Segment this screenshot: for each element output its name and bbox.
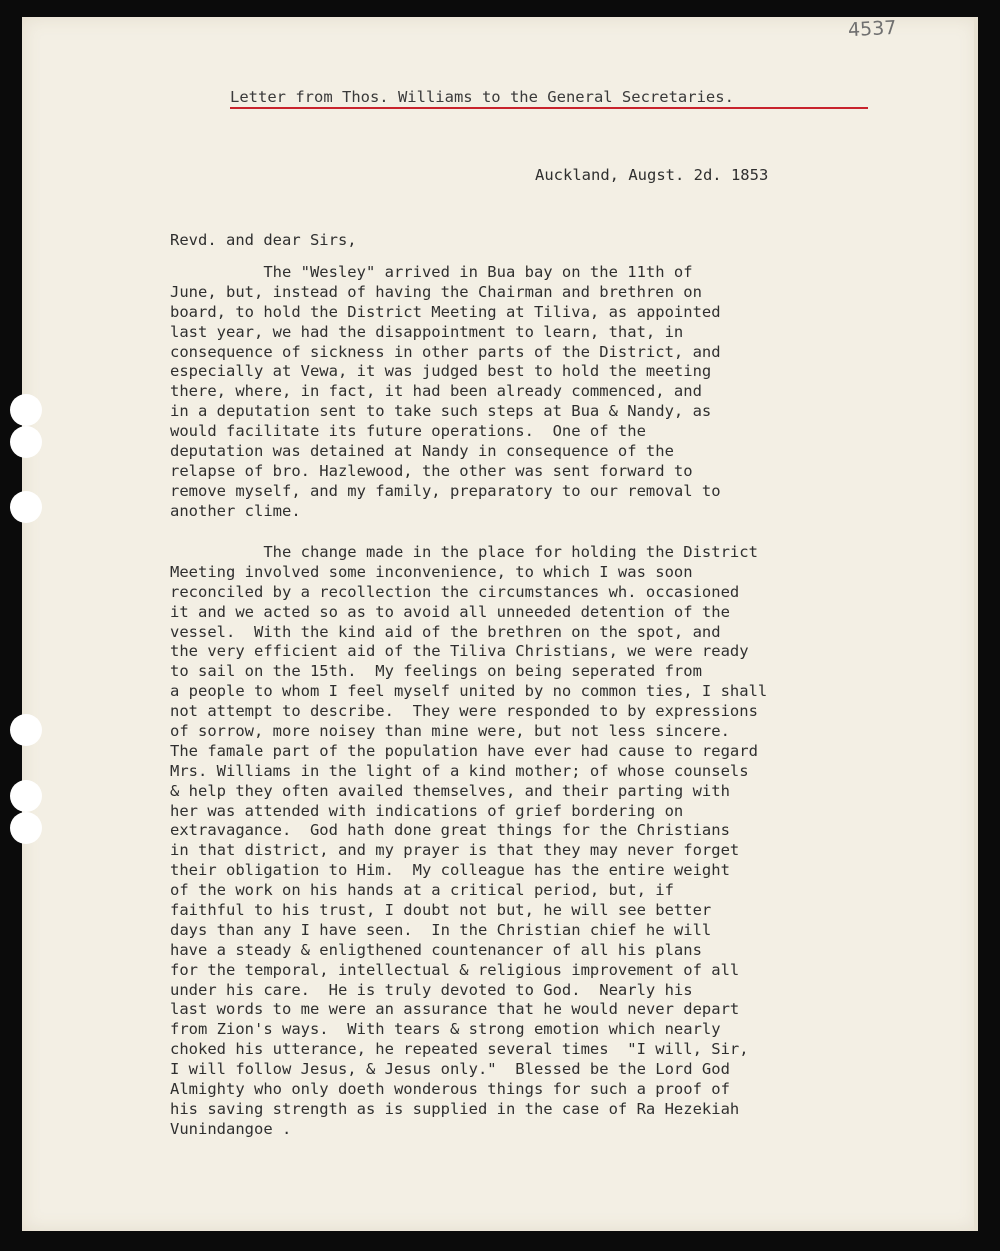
text-line: his saving strength as is supplied in the case of Ra Hezekiah xyxy=(170,1099,740,1118)
text-line: especially at Vewa, it was judged best to hold the meeting xyxy=(170,362,712,381)
text-line: of sorrow, more noisey than mine were, but not less sincere. xyxy=(170,722,730,741)
text-line: in that district, and my prayer is that they may never forget xyxy=(170,841,740,860)
punch-hole-1 xyxy=(10,394,42,426)
text-line: of the work on his hands at a critical period, but, if xyxy=(170,881,674,900)
text-line: another clime. xyxy=(170,501,301,520)
text-line: June, but, instead of having the Chairman and brethren on xyxy=(170,282,702,301)
text-line: in a deputation sent to take such steps at Bua & Nandy, as xyxy=(170,402,712,421)
text-line: the very efficient aid of the Tiliva Christians, we were ready xyxy=(170,642,749,661)
text-line: Vunindangoe . xyxy=(170,1119,292,1138)
text-line: last words to me were an assurance that he would never depart xyxy=(170,1000,740,1019)
punch-hole-6 xyxy=(10,812,42,844)
text-line: deputation was detained at Nandy in consequence of the xyxy=(170,442,674,461)
text-line: & help they often availed themselves, and their parting with xyxy=(170,781,730,800)
text-line: extravagance. God hath done great things for the Christians xyxy=(170,821,730,840)
paragraph-2 xyxy=(170,543,767,1140)
text-line: Almighty who only doeth wonderous things for such a proof of xyxy=(170,1080,730,1099)
punch-hole-2 xyxy=(10,426,42,458)
text-line: consequence of sickness in other parts of the District, and xyxy=(170,342,721,361)
text-line: reconciled by a recollection the circumstances wh. occasioned xyxy=(170,582,740,601)
text-line: choked his utterance, he repeated several times "I will, Sir, xyxy=(170,1040,749,1059)
text-line: their obligation to Him. My colleague has the entire weight xyxy=(170,861,730,880)
text-line: to sail on the 15th. My feelings on being seperated from xyxy=(170,662,702,681)
text-line: The "Wesley" arrived in Bua bay on the 11th of xyxy=(170,263,693,281)
heading-underline xyxy=(230,107,868,109)
text-line: under his care. He is truly devoted to God. Nearly his xyxy=(170,980,693,999)
text-line: faithful to his trust, I doubt not but, he will see better xyxy=(170,901,712,920)
punch-hole-3 xyxy=(10,491,42,523)
text-line: from Zion's ways. With tears & strong emotion which nearly xyxy=(170,1020,721,1039)
text-line: last year, we had the disappointment to learn, that, in xyxy=(170,322,684,341)
text-line: for the temporal, intellectual & religious improvement of all xyxy=(170,960,740,979)
paragraph-1 xyxy=(170,263,721,522)
text-line: board, to hold the District Meeting at Tiliva, as appointed xyxy=(170,302,721,321)
page-edge xyxy=(974,17,978,1231)
salutation: Revd. and dear Sirs, xyxy=(170,231,357,249)
text-line: relapse of bro. Hazlewood, the other was sent forward to xyxy=(170,461,693,480)
text-line: The famale part of the population have ever had cause to regard xyxy=(170,741,758,760)
place-date: Auckland, Augst. 2d. 1853 xyxy=(535,166,769,184)
text-line: a people to whom I feel myself united by no common ties, I shall xyxy=(170,682,768,701)
text-line: there, where, in fact, it had been already commenced, and xyxy=(170,382,702,401)
text-line: Mrs. Williams in the light of a kind mother; of whose counsels xyxy=(170,761,749,780)
text-line: days than any I have seen. In the Christian chief he will xyxy=(170,920,712,939)
archive-number: 4537 xyxy=(847,16,897,42)
text-line: remove myself, and my family, preparatory to our removal to xyxy=(170,481,721,500)
letter-heading: Letter from Thos. Williams to the General Secretaries. xyxy=(230,88,734,106)
text-line: I will follow Jesus, & Jesus only." Blessed be the Lord God xyxy=(170,1060,730,1079)
punch-hole-4 xyxy=(10,714,42,746)
punch-hole-5 xyxy=(10,780,42,812)
text-line: her was attended with indications of grief bordering on xyxy=(170,801,684,820)
text-line: Meeting involved some inconvenience, to which I was soon xyxy=(170,562,693,581)
text-line: The change made in the place for holding the District xyxy=(170,543,758,561)
text-line: not attempt to describe. They were responded to by expressions xyxy=(170,702,758,721)
text-line: it and we acted so as to avoid all unneeded detention of the xyxy=(170,602,730,621)
text-line: have a steady & enligthened countenancer of all his plans xyxy=(170,940,702,959)
text-line: would facilitate its future operations. One of the xyxy=(170,422,646,441)
text-line: vessel. With the kind aid of the brethren on the spot, and xyxy=(170,622,721,641)
